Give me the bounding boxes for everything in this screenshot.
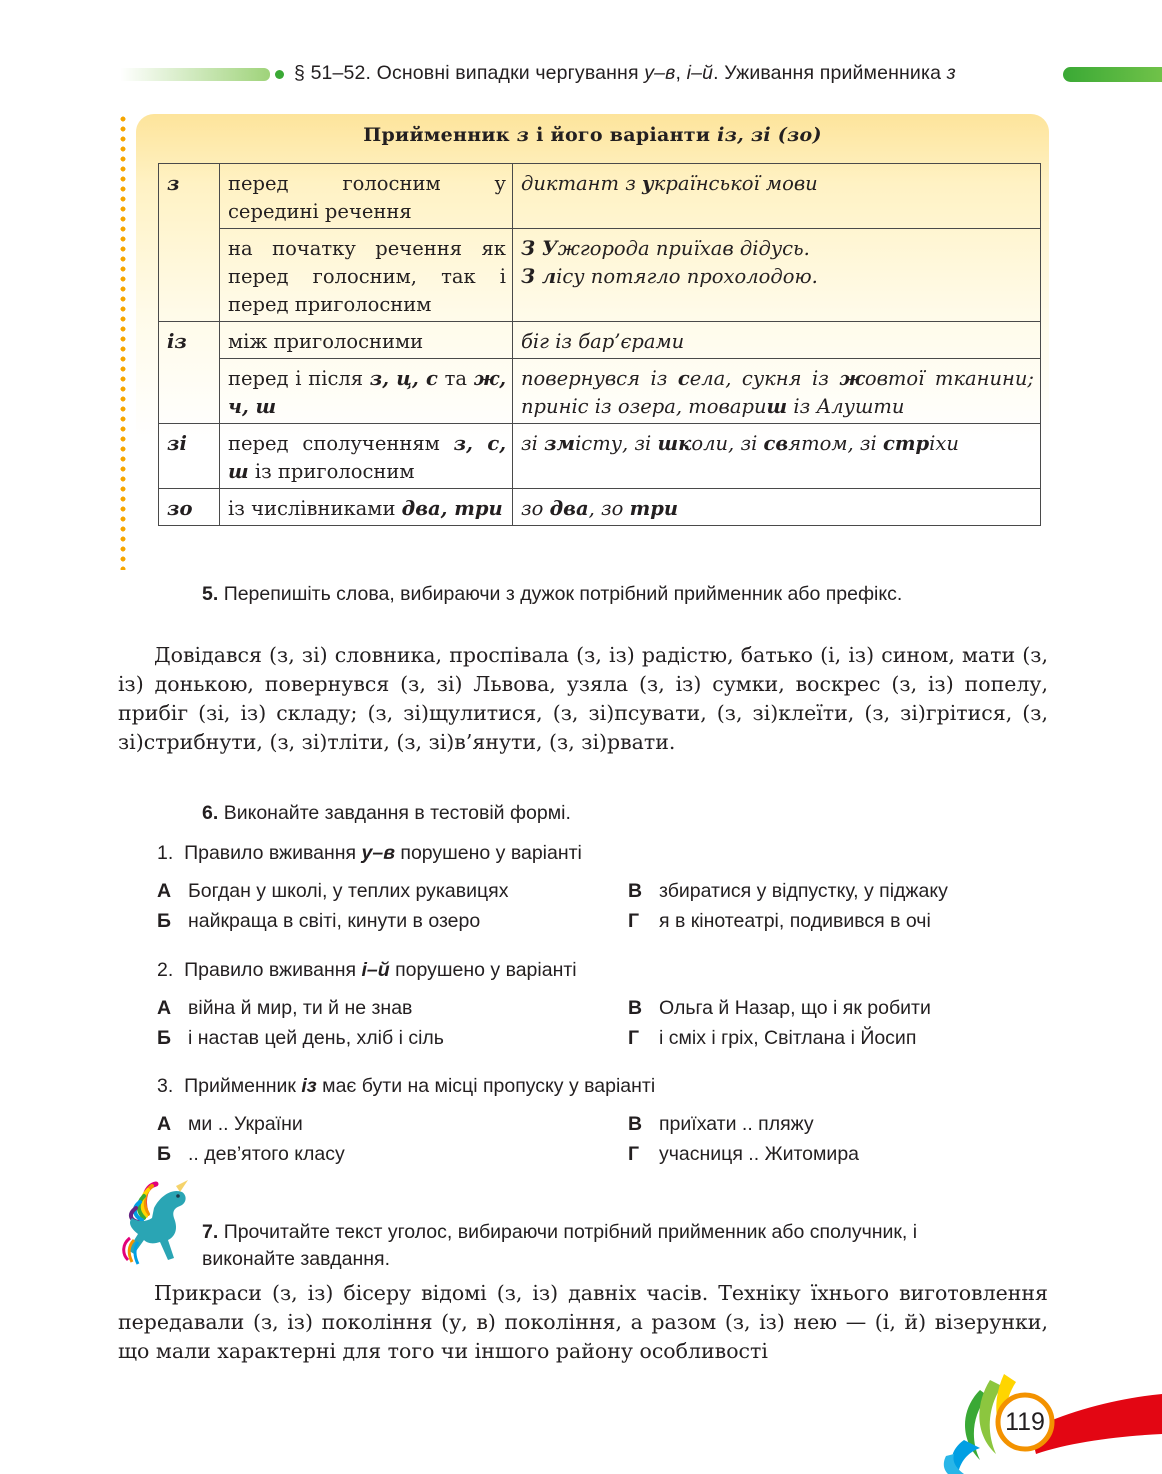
- example-cell: диктант з української мови: [513, 164, 1041, 229]
- task-7-exercise: Прикраси (з, із) бісеру відомі (з, із) давніх часів. Техніку їхнього виготовлення передавали (з, із) покоління (у, в) покоління, а разом (з, із) нею — (і, й) візерунки, що мали характерні для того чи іншого району особливості: [118, 1281, 1048, 1363]
- option-letter: А: [157, 880, 172, 902]
- task-6-instruction: [202, 800, 992, 827]
- task-text: Перепишіть слова, вибираючи з дужок потрібний прийменник або префікс.: [223, 583, 903, 605]
- rule-cell: перед сполученням з, с, ш із приголосним: [220, 424, 513, 489]
- answer-option[interactable]: [157, 878, 508, 905]
- answer-option[interactable]: [628, 995, 931, 1022]
- rule-cell: між приголосними: [220, 322, 513, 359]
- option-letter: Б: [157, 1027, 172, 1049]
- answer-option[interactable]: [157, 1025, 444, 1052]
- table-row: [159, 322, 1041, 359]
- answer-option[interactable]: [628, 878, 948, 905]
- page-number: 119: [1005, 1408, 1045, 1436]
- table-row: [159, 229, 1041, 322]
- example-cell: зо два, зо три: [513, 489, 1041, 526]
- table-row: [159, 489, 1041, 526]
- option-letter: В: [628, 880, 643, 902]
- option-text: Богдан у школі, у теплих рукавицях: [188, 880, 509, 902]
- section-header: § 51–52. Основні випадки чергування у–в, і–й. Уживання прийменника з: [294, 62, 956, 84]
- preposition-cell: з: [159, 164, 220, 322]
- option-text: збиратися у відпустку, у піджаку: [659, 880, 948, 902]
- option-text: приїхати .. пляжу: [659, 1113, 814, 1135]
- answer-option[interactable]: [157, 995, 412, 1022]
- task-number: 7.: [202, 1221, 219, 1243]
- dotted-margin-line: [120, 114, 126, 570]
- preposition-cell: зі: [159, 424, 220, 489]
- option-text: ми .. України: [188, 1113, 303, 1135]
- rules-table: [158, 163, 1041, 526]
- table-row: [159, 424, 1041, 489]
- option-text: Ольга й Назар, що і як робити: [659, 997, 931, 1019]
- task-text: Виконайте завдання в тестовій формі.: [223, 802, 571, 824]
- example-cell: повернувся із села, сукня із жовтої тканини; приніс із озера, товариш із Алушти: [513, 359, 1041, 424]
- example-cell: З Ужгорода приїхав дідусь. З лісу потягло прохолодою.: [513, 229, 1041, 322]
- option-letter: Г: [628, 1143, 640, 1165]
- option-text: учасниця .. Житомира: [659, 1143, 860, 1165]
- option-text: найкраща в світі, кинути в озеро: [188, 910, 481, 932]
- rule-cell: на початку речення як перед голосним, так і перед приголосним: [220, 229, 513, 322]
- answer-option[interactable]: [157, 1111, 303, 1138]
- task-number: 5.: [202, 583, 219, 605]
- rule-cell: перед і після з, ц, с та ж, ч, ш: [220, 359, 513, 424]
- table-title: Прийменник з і його варіанти із, зі (зо): [363, 124, 822, 146]
- preposition-cell: із: [159, 322, 220, 424]
- option-letter: Б: [157, 910, 172, 932]
- answer-option[interactable]: [157, 1141, 345, 1168]
- task-7-instruction: [202, 1219, 992, 1273]
- header-left-bar: [120, 68, 270, 81]
- header-bullet: [275, 70, 284, 79]
- answer-option[interactable]: [157, 908, 480, 935]
- example-cell: зі змісту, зі школи, зі святом, зі стріхи: [513, 424, 1041, 489]
- answer-option[interactable]: [628, 908, 931, 935]
- test-question: 1. Правило вживання у–в порушено у варіанті: [157, 842, 582, 864]
- table-row: [159, 359, 1041, 424]
- answer-option[interactable]: [628, 1111, 814, 1138]
- option-letter: Г: [628, 1027, 640, 1049]
- option-letter: Б: [157, 1143, 172, 1165]
- test-question: 3. Прийменник із має бути на місці пропуску у варіанті: [157, 1075, 656, 1097]
- task-number: 6.: [202, 802, 219, 824]
- option-text: я в кінотеатрі, подивився в очі: [659, 910, 931, 932]
- task-text: Прочитайте текст уголос, вибираючи потрібний прийменник або сполучник, і виконайте завдання.: [202, 1221, 918, 1270]
- answer-option[interactable]: [628, 1025, 916, 1052]
- task-5-instruction: [202, 581, 992, 608]
- header-right-bar: [1063, 67, 1162, 82]
- option-text: .. дев’ятого класу: [188, 1143, 345, 1165]
- option-text: і настав цей день, хліб і сіль: [188, 1027, 444, 1049]
- option-letter: А: [157, 1113, 172, 1135]
- task-5-exercise: Довідався (з, зі) словника, проспівала (з, із) радістю, батько (і, із) сином, мати (з, із) донькою, повернувся (з, зі) Львова, узяла (з, із) сумки, воскрес (з, із) попелу, прибіг (зі, із) складу; (з, зі)щулитися, (з, зі)псувати, (з, зі)клеїти, (з, зі)грітися, (з, зі)стрибнути, (з, зі)тліти, (з, зі)в’янути, (з, зі)рвати.: [118, 643, 1048, 754]
- option-letter: Г: [628, 910, 640, 932]
- table-row: [159, 164, 1041, 229]
- option-letter: А: [157, 997, 172, 1019]
- option-text: і сміх і гріх, Світлана і Йосип: [659, 1027, 917, 1049]
- rule-cell: із числівниками два, три: [220, 489, 513, 526]
- unicorn-icon: [116, 1178, 198, 1268]
- answer-option[interactable]: [628, 1141, 859, 1168]
- example-cell: біг із бар’єрами: [513, 322, 1041, 359]
- option-letter: В: [628, 1113, 643, 1135]
- option-letter: В: [628, 997, 643, 1019]
- option-text: війна й мир, ти й не знав: [188, 997, 413, 1019]
- test-question: 2. Правило вживання і–й порушено у варіанті: [157, 959, 577, 981]
- rule-cell: перед голосним у середині речення: [220, 164, 513, 229]
- preposition-cell: зо: [159, 489, 220, 526]
